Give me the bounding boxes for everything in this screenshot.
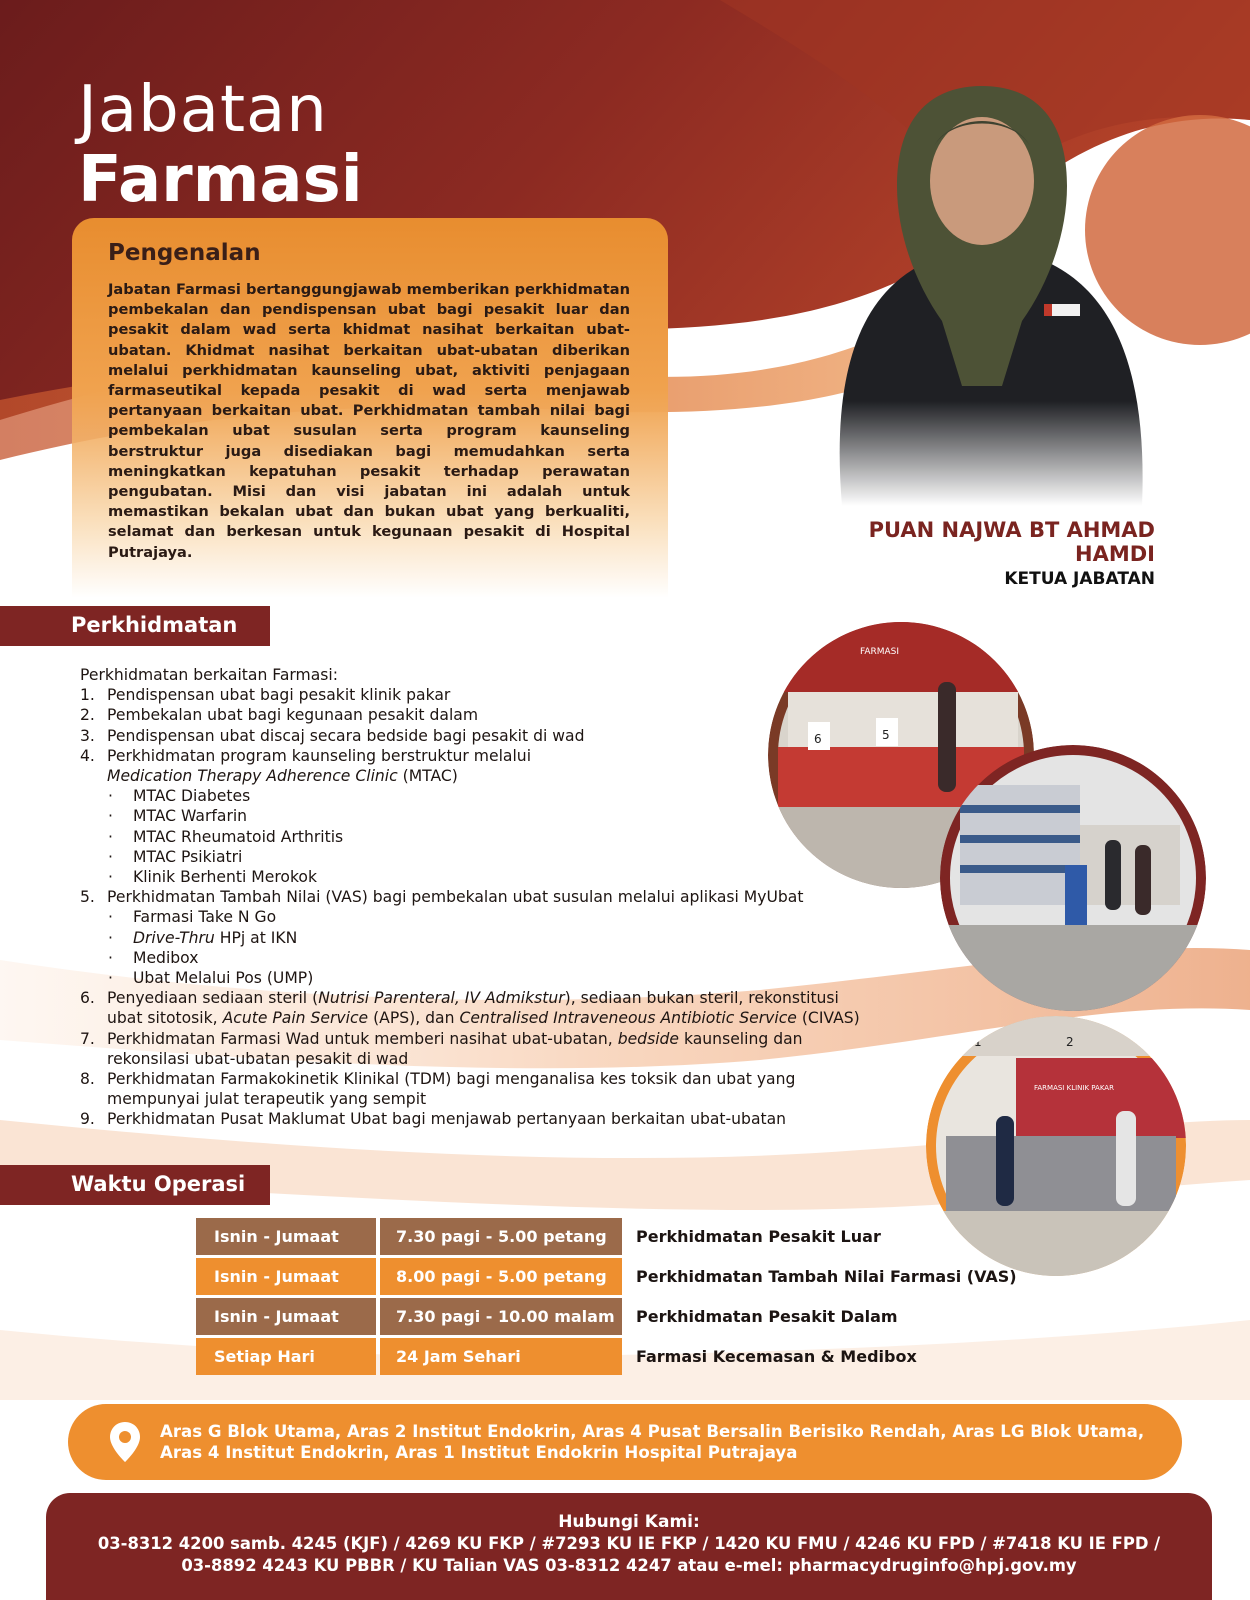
hours-time: 7.30 pagi - 10.00 malam: [380, 1298, 622, 1335]
specialist-clinic-pharmacy-photo: [926, 1016, 1186, 1276]
hours-days: Isnin - Jumaat: [196, 1218, 376, 1255]
hours-service: Perkhidmatan Pesakit Dalam: [636, 1306, 898, 1326]
pharmacy-storage-photo: [940, 745, 1206, 1011]
list-item: 7. Perkhidmatan Farmasi Wad untuk memberi nasihat ubat-ubatan, bedside kaunseling dan: [80, 1029, 803, 1048]
list-item: 4. Perkhidmatan program kaunseling berstruktur melalui: [80, 746, 532, 765]
sub-item: · Drive-Thru HPj at IKN: [108, 928, 298, 947]
hours-days: Setiap Hari: [196, 1338, 376, 1375]
hours-time: 7.30 pagi - 5.00 petang: [380, 1218, 622, 1255]
contact-heading: Hubungi Kami:: [558, 1512, 700, 1532]
operating-hours-table: [196, 1216, 1017, 1376]
page-title: [78, 73, 363, 217]
pharmacy-sign-label: FARMASI: [860, 647, 900, 657]
sub-item: · MTAC Warfarin: [108, 807, 248, 826]
list-item-continuation: mempunyai julat terapeutik yang sempit: [107, 1090, 427, 1109]
counter-number-a: 6: [814, 732, 822, 746]
intro-panel: [72, 218, 668, 598]
sub-item: · Klinik Berhenti Merokok: [108, 868, 317, 887]
hours-time: 24 Jam Sehari: [380, 1338, 622, 1375]
intro-body: Jabatan Farmasi bertanggungjawab memberikan perkhidmatan pembekalan dan pendispensan ubat bagi pesakit luar dan pesakit dalam wad serta khidmat nasihat berkaitan ubat-ubatan. Khidmat nasihat berkaitan ubat-ubatan diberikan melalui perkhidmatan kaunseling ubat, aktiviti penjagaan farmaseutikal kepada pesakit di wad serta menjawab pertanyaan berkaitan ubat. Perkhidmatan tambah nilai bagi pembekalan ubat susulan serta program kaunseling berstruktur juga disediakan bagi memudahkan serta meningkatkan kepatuhan pesakit terhadap perawatan pengubatan. Misi dan visi jabatan ini adalah untuk memastikan bekalan ubat dan bukan ubat yang berkualiti, selamat dan berkesan untuk kegunaan pesakit di Hospital Putrajaya.: [108, 281, 630, 561]
hours-service: Perkhidmatan Pesakit Luar: [636, 1226, 881, 1246]
sub-item: · MTAC Diabetes: [108, 787, 251, 806]
head-name-line-2: HAMDI: [1075, 542, 1155, 566]
sub-item: · Ubat Melalui Pos (UMP): [108, 969, 314, 988]
door-number-1: 1: [974, 1035, 982, 1049]
operating-hours-tab: Waktu Operasi: [0, 1165, 270, 1205]
list-item: 9. Perkhidmatan Pusat Maklumat Ubat bagi menjawab pertanyaan berkaitan ubat-ubatan: [80, 1110, 787, 1129]
sub-item: · MTAC Psikiatri: [108, 847, 243, 866]
list-item: 2. Pembekalan ubat bagi kegunaan pesakit dalam: [80, 706, 479, 725]
list-item: 1. Pendispensan ubat bagi pesakit klinik pakar: [80, 686, 451, 705]
hours-time: 8.00 pagi - 5.00 petang: [380, 1258, 622, 1295]
hours-days: Isnin - Jumaat: [196, 1298, 376, 1335]
services-lead: Perkhidmatan berkaitan Farmasi:: [80, 666, 338, 684]
list-item-continuation: Medication Therapy Adherence Clinic (MTAC): [107, 767, 458, 786]
hours-service: Perkhidmatan Tambah Nilai Farmasi (VAS): [636, 1266, 1017, 1286]
list-item: 3. Pendispensan ubat discaj secara bedside bagi pesakit di wad: [80, 726, 585, 745]
head-of-department-portrait: [822, 86, 1152, 506]
contact-footer: [46, 1493, 1212, 1600]
table-row: [196, 1256, 1017, 1296]
sub-item: · Farmasi Take N Go: [108, 908, 277, 927]
list-item-continuation: rekonsilasi ubat-ubatan pesakit di wad: [107, 1049, 409, 1068]
list-item: 8. Perkhidmatan Farmakokinetik Klinikal (TDM) bagi menganalisa kes toksik dan ubat yang: [80, 1070, 796, 1089]
head-of-department: [820, 518, 1155, 590]
hours-service: Farmasi Kecemasan & Medibox: [636, 1346, 917, 1366]
map-pin-icon: [108, 1420, 142, 1464]
list-item-continuation: ubat sitotosik, Acute Pain Service (APS), dan Centralised Intraveneous Antibiotic Service (CIVAS): [107, 1009, 860, 1028]
sub-item: · MTAC Rheumatoid Arthritis: [108, 827, 344, 846]
hours-days: Isnin - Jumaat: [196, 1258, 376, 1295]
head-name-line-1: PUAN NAJWA BT AHMAD: [868, 518, 1155, 542]
table-row: [196, 1296, 1017, 1336]
table-row: [196, 1216, 1017, 1256]
contact-line-1: 03-8312 4200 samb. 4245 (KJF) / 4269 KU FKP / #7293 KU IE FKP / 1420 KU FMU / 4246 KU FPD / #7418 KU IE FPD /: [97, 1534, 1161, 1553]
intro-heading: Pengenalan: [108, 240, 261, 266]
head-role: KETUA JABATAN: [1004, 569, 1155, 589]
title-line-1: Jabatan: [78, 73, 328, 147]
list-item: 5. Perkhidmatan Tambah Nilai (VAS) bagi pembekalan ubat susulan melalui aplikasi MyUbat: [80, 888, 804, 907]
contact-line-2: 03-8892 4243 KU PBBR / KU Talian VAS 03-8312 4247 atau e-mel: pharmacydruginfo@hpj.gov.my: [181, 1556, 1077, 1575]
list-item: 6. Penyediaan sediaan steril (Nutrisi Parenteral, IV Admikstur), sediaan bukan steril, rekonstitusi: [80, 989, 839, 1008]
title-line-2: Farmasi: [78, 143, 363, 217]
services-tab: Perkhidmatan: [0, 606, 270, 646]
location-line-1: Aras G Blok Utama, Aras 2 Institut Endokrin, Aras 4 Pusat Bersalin Berisiko Rendah, Aras LG Blok Utama,: [160, 1422, 1145, 1441]
door-number-2: 2: [1066, 1035, 1074, 1049]
sub-item: · Medibox: [108, 948, 199, 967]
table-row: [196, 1336, 1017, 1376]
clinic-sign-label: FARMASI KLINIK PAKAR: [1034, 1084, 1114, 1092]
location-text: [160, 1421, 1144, 1463]
counter-number-b: 5: [882, 728, 890, 742]
location-banner: [68, 1404, 1182, 1480]
location-line-2: Aras 4 Institut Endokrin, Aras 1 Institut Endokrin Hospital Putrajaya: [160, 1443, 798, 1462]
